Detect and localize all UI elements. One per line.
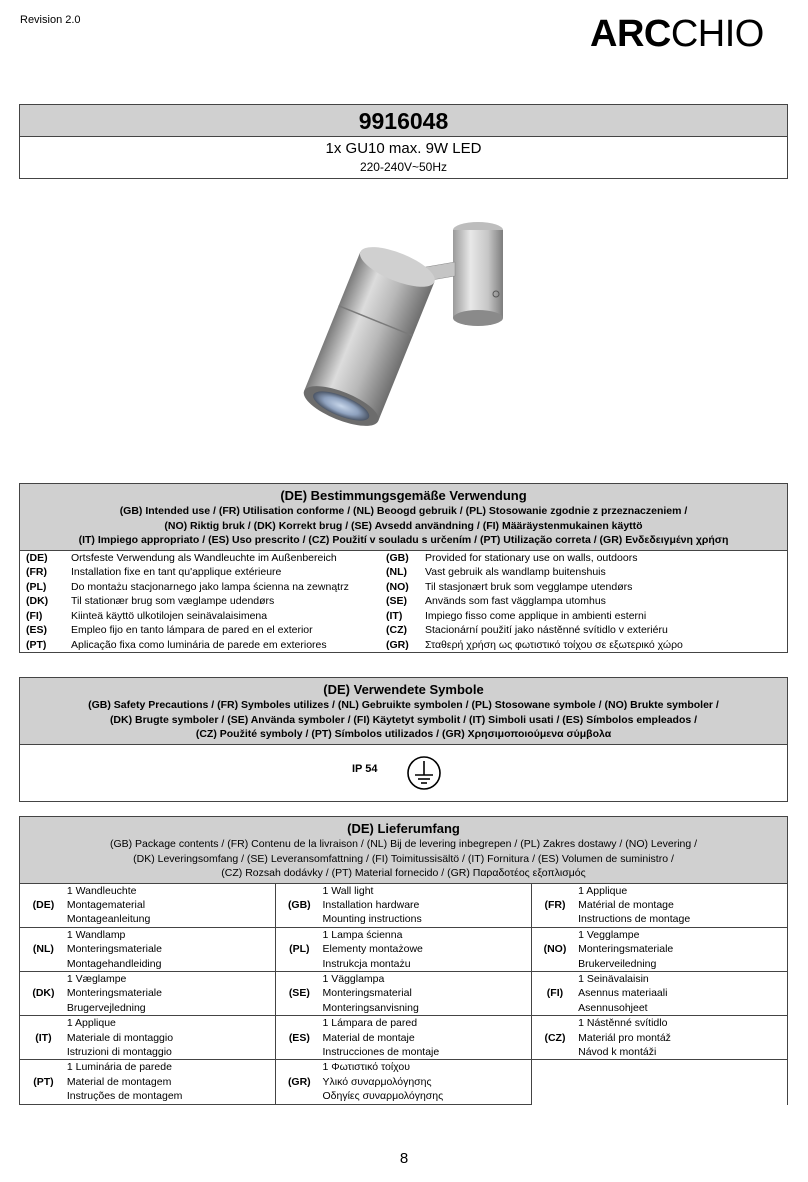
package-section: [19, 816, 788, 1105]
symbols-line: (GB) Safety Precautions / (FR) Symboles utilizes / (NL) Gebruikte symbolen / (PL) Stosowane symbole / (NO) Brukte symboler /: [88, 699, 719, 711]
lang-code: (PT): [26, 638, 47, 651]
voltage-spec: 220-240V~50Hz: [359, 160, 448, 174]
package-items: 1 Vegglampe Monteringsmateriale Brukerveiledning: [578, 927, 787, 971]
lang-code: (NL): [20, 927, 67, 971]
lang-code: (CZ): [531, 1016, 578, 1060]
table-row: [20, 927, 787, 971]
usage-text: Vast gebruik als wandlamp buitenshuis: [425, 566, 606, 578]
package-items: 1 Wandlamp Monteringsmateriale Montagehandleiding: [67, 927, 276, 971]
lang-code: (CZ): [386, 624, 407, 636]
usage-text: Til stationær brug som væglampe udendørs: [71, 595, 275, 607]
lang-code: (GR): [276, 1060, 323, 1104]
intended-use-title: (DE) Bestimmungsgemäße Verwendung: [280, 488, 527, 503]
lang-code: (SE): [386, 595, 407, 607]
symbols-line: (DK) Brugte symboler / (SE) Använda symboler / (FI) Käytetyt symbolit / (IT) Simboli usati / (ES) Símbolos empleados /: [109, 713, 698, 726]
usage-text: Kiinteä käyttö ulkotilojen seinävalaisimena: [71, 609, 268, 622]
lang-code: (FR): [531, 884, 578, 928]
lang-code: (FI): [531, 971, 578, 1015]
lang-code: (PT): [20, 1060, 67, 1104]
lang-code: (ES): [26, 624, 47, 636]
usage-text: Stacionární použití jako nástěnné svítidlo v exteriéru: [425, 624, 668, 636]
package-items: 1 Væglampe Monteringsmateriale Brugervejledning: [67, 971, 276, 1015]
usage-text: Används som fast vägglampa utomhus: [425, 595, 606, 607]
usage-text: Til stasjonært bruk som vegglampe utendørs: [425, 580, 633, 593]
lang-code: (PL): [26, 580, 47, 593]
protective-earth-icon: [406, 755, 442, 791]
product-title-box: [19, 104, 788, 179]
lang-code: (DK): [26, 595, 49, 607]
table-row: [20, 1016, 787, 1060]
symbols-body: [20, 745, 787, 801]
usage-text: Provided for stationary use on walls, outdoors: [425, 551, 638, 564]
usage-text: Aplicação fixa como luminária de parede em exteriores: [71, 638, 327, 651]
package-title: (DE) Lieferumfang: [347, 821, 460, 836]
product-image: [270, 210, 550, 450]
package-items: 1 Φωτιστικό τοίχου Υλικό συναρμολόγησης Οδηγίες συναρμολόγησης: [322, 1060, 531, 1104]
ip-rating: IP 54: [352, 762, 378, 775]
usage-text: Do montażu stacjonarnego jako lampa ścienna na zewnątrz: [71, 580, 349, 593]
lang-code: (DE): [20, 884, 67, 928]
table-row: [20, 971, 787, 1015]
package-header: [20, 817, 787, 884]
table-row: [20, 1060, 787, 1104]
empty-cell: [531, 1060, 787, 1104]
intended-use-line: (NO) Riktig bruk / (DK) Korrekt brug / (SE) Avsedd användning / (FI) Määräystenmukainen käyttö: [164, 519, 643, 532]
package-items: 1 Nástěnné svítidlo Materiál pro montáž Návod k montáži: [578, 1016, 787, 1060]
package-items: 1 Wandleuchte Montagematerial Montageanleitung: [67, 884, 276, 928]
symbols-title: (DE) Verwendete Symbole: [323, 682, 484, 697]
lang-code: (DE): [26, 551, 48, 564]
brand-logo: [590, 10, 764, 58]
usage-text: Ortsfeste Verwendung als Wandleuchte im Außenbereich: [71, 551, 337, 564]
lang-code: (GB): [386, 551, 409, 564]
package-items: 1 Lampa ścienna Elementy montażowe Instrukcja montażu: [322, 927, 531, 971]
intended-use-section: [19, 483, 788, 653]
package-line: (GB) Package contents / (FR) Contenu de la livraison / (NL) Bij de levering inbegrepen / (PL) Zakres dostawy / (NO) Levering /: [109, 838, 698, 850]
table-row: [20, 884, 787, 928]
package-line: (CZ) Rozsah dodávky / (PT) Material fornecido / (GR) Παραδοτέος εξοπλισμός: [221, 867, 586, 879]
lang-code: (IT): [20, 1016, 67, 1060]
symbols-section: [19, 677, 788, 802]
package-items: 1 Wall light Installation hardware Mounting instructions: [322, 884, 531, 928]
usage-text: Empleo fijo en tanto lámpara de pared en el exterior: [71, 624, 313, 636]
package-items: 1 Lámpara de pared Material de montaje Instrucciones de montaje: [322, 1016, 531, 1060]
lamp-spec: 1x GU10 max. 9W LED: [325, 140, 482, 157]
lang-code: (NL): [386, 566, 407, 578]
lang-code: (SE): [276, 971, 323, 1015]
revision-label: Revision 2.0: [20, 14, 81, 26]
usage-text: Σταθερή χρήση ως φωτιστικό τοίχου σε εξωτερικό χώρο: [425, 638, 683, 651]
logo-light-part: CHIO: [670, 13, 764, 55]
usage-text: Installation fixe en tant qu'applique extérieure: [71, 566, 282, 578]
logo-bold-part: ARC: [590, 13, 671, 55]
page-number: 8: [399, 1150, 409, 1167]
lang-code: (PL): [276, 927, 323, 971]
lang-code: (GR): [386, 638, 409, 651]
package-left-border: [19, 816, 20, 1097]
usage-text: Impiego fisso come applique in ambienti esterni: [425, 609, 647, 622]
package-items: 1 Vägglampa Monteringsmaterial Monteringsanvisning: [322, 971, 531, 1015]
intended-use-header: [20, 484, 787, 551]
lang-code: (FI): [26, 609, 43, 622]
package-items: 1 Applique Matérial de montage Instructions de montage: [578, 884, 787, 928]
lang-code: (NO): [531, 927, 578, 971]
intended-use-line: (IT) Impiego appropriato / (ES) Uso prescrito / (CZ) Použití v souladu s určením / (PT) Utilização correta / (GR) Ενδεδειγμένη χρήση: [78, 534, 729, 546]
package-table: [20, 884, 787, 1105]
symbols-header: [20, 678, 787, 745]
package-items: 1 Applique Materiale di montaggio Istruzioni di montaggio: [67, 1016, 276, 1060]
lang-code: (DK): [20, 971, 67, 1015]
product-number: 9916048: [20, 105, 787, 137]
package-line: (DK) Leveringsomfang / (SE) Leveransomfattning / (FI) Toimitussisältö / (IT) Fornitura / (ES) Volumen de suministro /: [133, 852, 674, 865]
intended-use-grid: [20, 551, 787, 653]
intended-use-line: (GB) Intended use / (FR) Utilisation conforme / (NL) Beoogd gebruik / (PL) Stosowanie zgodnie z przeznaczeniem /: [119, 505, 688, 517]
lang-code: (NO): [386, 580, 409, 593]
lang-code: (FR): [26, 566, 47, 578]
symbols-line: (CZ) Použité symboly / (PT) Símbolos utilizados / (GR) Χρησιμοποιούμενα σύμβολα: [195, 728, 612, 740]
lang-code: (IT): [386, 609, 403, 622]
lang-code: (ES): [276, 1016, 323, 1060]
package-items: 1 Luminária de parede Material de montagem Instruções de montagem: [67, 1060, 276, 1104]
package-items: 1 Seinävalaisin Asennus materiaali Asennusohjeet: [578, 971, 787, 1015]
lang-code: (GB): [276, 884, 323, 928]
